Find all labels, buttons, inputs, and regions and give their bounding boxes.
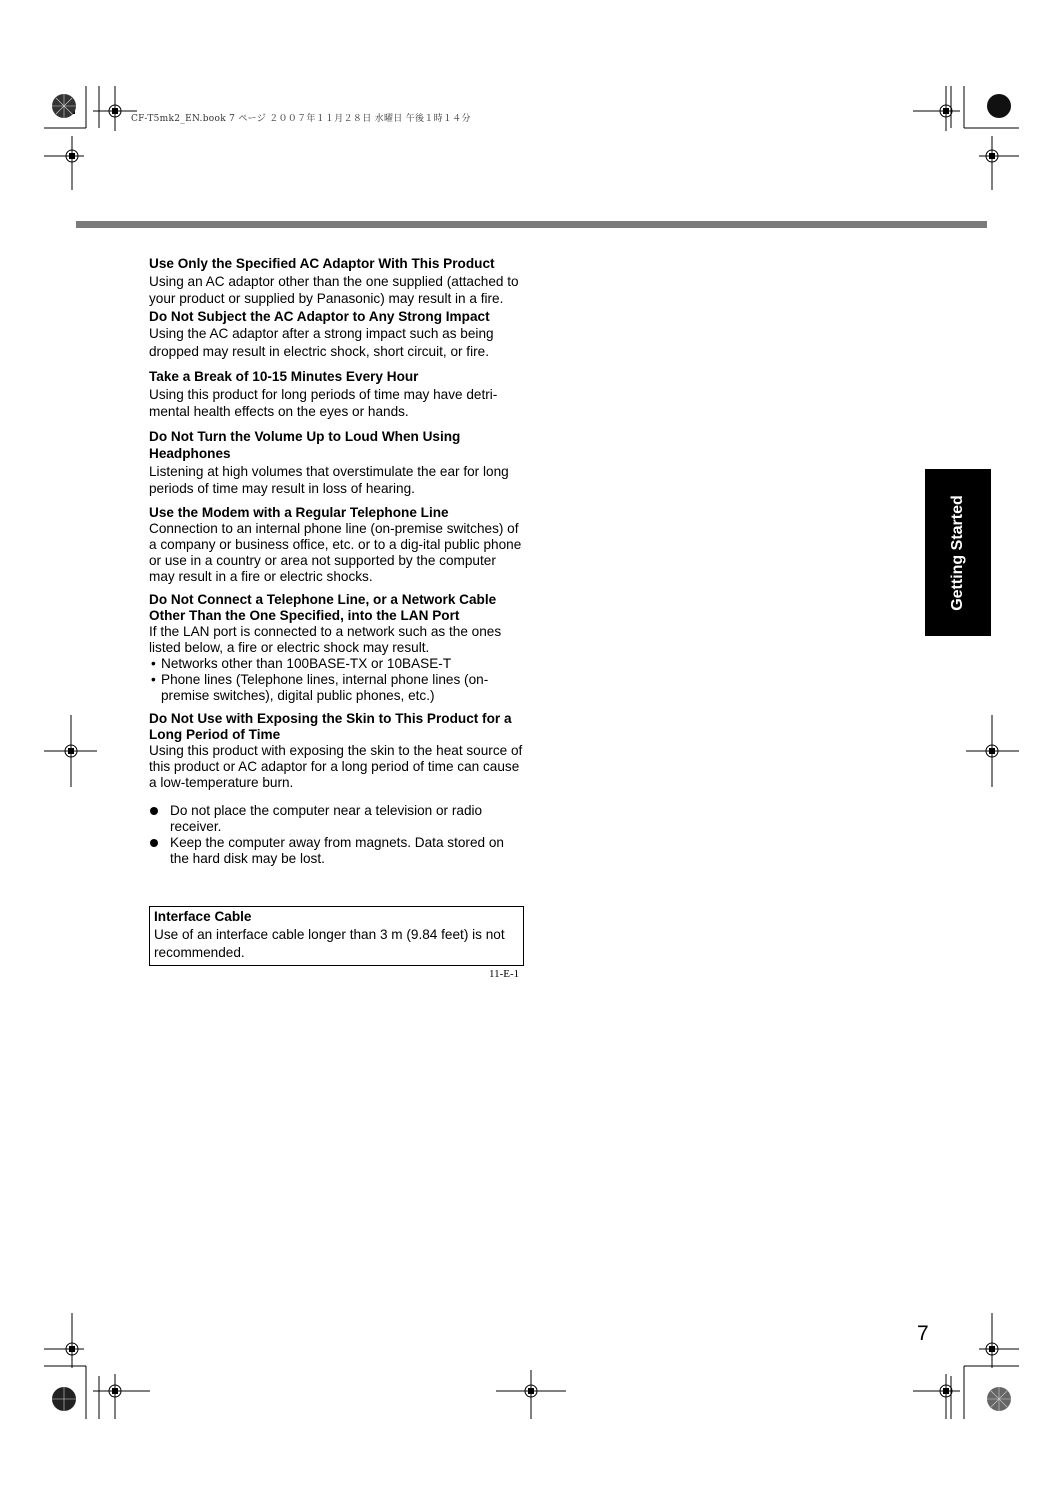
section-title: Take a Break of 10-15 Minutes Every Hour (149, 369, 419, 384)
box-body: Use of an interface cable longer than 3 m (9.84 feet) is not recommended. (154, 927, 505, 960)
section-body: Using an AC adaptor other than the one supplied (attached to your product or supplied by Panasonic) may result in a fire. (149, 273, 519, 306)
interface-cable-box (149, 906, 524, 966)
section-title: Use the Modem with a Regular Telephone Line (149, 504, 449, 520)
section-take-break (149, 368, 523, 421)
section-modem (149, 505, 523, 585)
list-item: • Networks other than 100BASE-TX or 10BASE-T (151, 655, 452, 671)
side-tab-label: Getting Started (949, 494, 966, 611)
section-title: Do Not Use with Exposing the Skin to This Product for a Long Period of Time (149, 710, 512, 742)
print-header: CF-T5mk2_EN.book 7 ページ ２００７年１１月２８日 水曜日 午後１時１４分 (131, 114, 471, 124)
page-number: 7 (917, 1322, 929, 1345)
section-body: Connection to an internal phone line (on-premise switches) of a company or business office, etc. or to a dig-ital public phone or use in a country or area not supported by the computer may result in a fire or electric shocks. (149, 520, 522, 584)
section-body: If the LAN port is connected to a network such as the ones listed below, a fire or electric shock may result. (149, 623, 502, 655)
list-item: • Phone lines (Telephone lines, internal phone lines (on-premise switches), digital public phones, etc.) (151, 671, 489, 703)
section-skin-exposure (149, 711, 523, 791)
bullet-dot-icon (150, 839, 158, 847)
section-lan-port (149, 592, 523, 704)
section-body: Listening at high volumes that overstimulate the ear for long periods of time may result in loss of hearing. (149, 463, 509, 496)
bullet-dot-icon (150, 807, 158, 815)
tips-list (149, 803, 523, 867)
side-tab-getting-started (925, 469, 991, 636)
lan-port-list (149, 656, 523, 704)
list-item: Keep the computer away from magnets. Data stored on the hard disk may be lost. (149, 835, 523, 867)
section-strong-impact (149, 308, 523, 361)
section-title: Do Not Turn the Volume Up to Loud When Using Headphones (149, 428, 461, 461)
section-body: Using the AC adaptor after a strong impact such as being dropped may result in electric shock, short circuit, or fire. (149, 326, 494, 359)
list-item: Do not place the computer near a television or radio receiver. (149, 803, 523, 835)
section-title: Do Not Connect a Telephone Line, or a Network Cable Other Than the One Specified, into the LAN Port (149, 591, 497, 623)
section-volume (149, 428, 523, 498)
section-body: Using this product with exposing the skin to the heat source of this product or AC adaptor for a long period of time can cause a low-temperature burn. (149, 742, 523, 790)
section-body: Using this product for long periods of time may have detri-mental health effects on the eyes or hands. (149, 386, 498, 419)
section-ac-adaptor (149, 255, 523, 308)
section-title: Do Not Subject the AC Adaptor to Any Strong Impact (149, 308, 490, 324)
document-code: 11-E-1 (489, 968, 520, 980)
box-title: Interface Cable (154, 909, 252, 924)
main-content (149, 255, 523, 867)
top-rule (76, 221, 987, 228)
section-title: Use Only the Specified AC Adaptor With This Product (149, 256, 495, 271)
